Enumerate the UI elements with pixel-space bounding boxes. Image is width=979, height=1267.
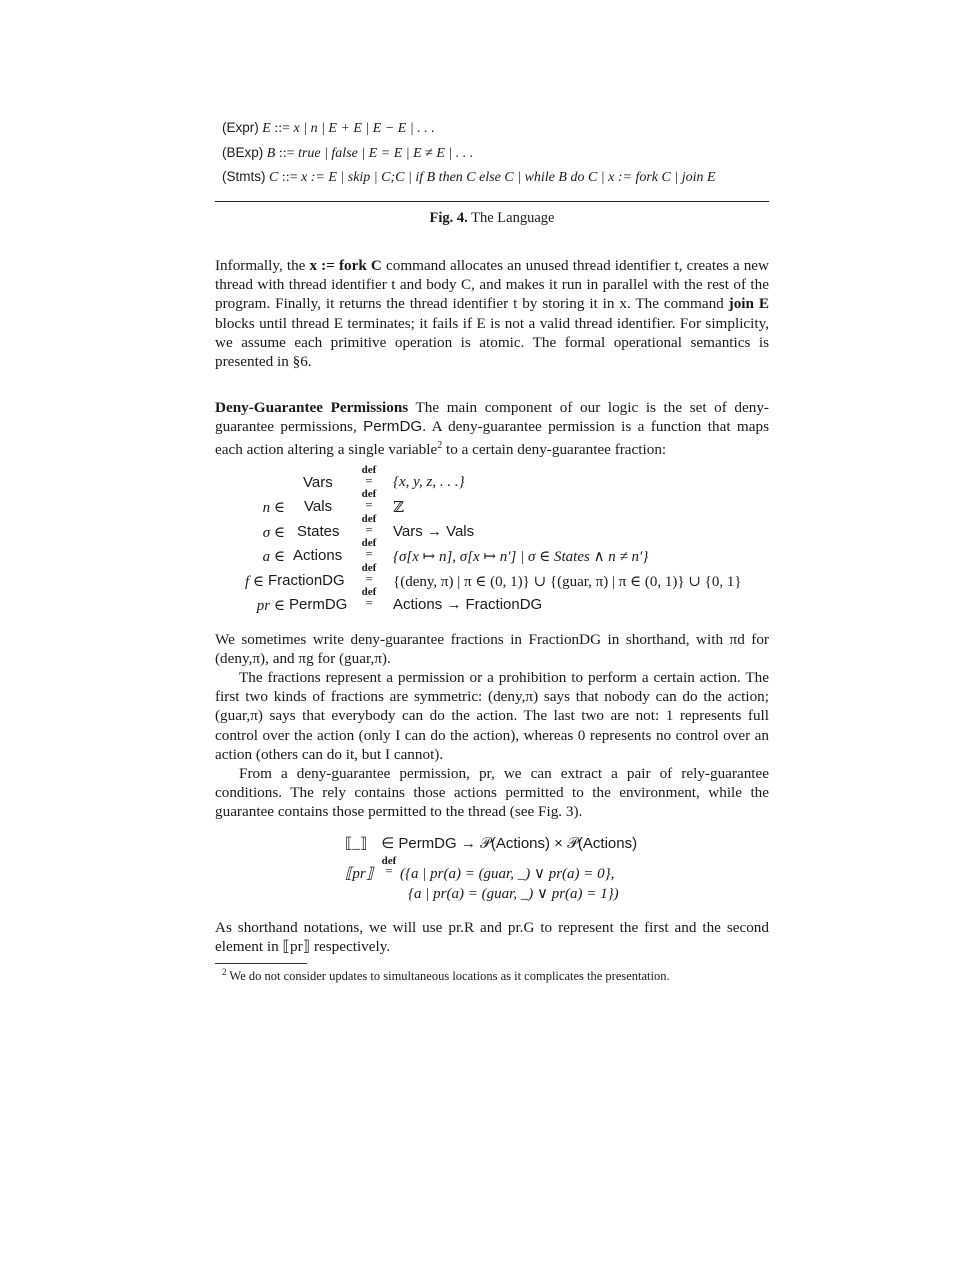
footnote [222,967,670,984]
semantics-line-1: ({a | pr(a) = (guar, _) ∨ pr(a) = 0}, [400,866,615,882]
paragraph-notation: As shorthand notations, we will use pr.R and pr.G to represent the first and the second element in ⟦pr⟧ respectively. [215,919,769,956]
grammar-expr [222,120,435,137]
grammar-op: ::= [278,146,295,161]
figure-caption [215,210,769,227]
def-symbol: def = [361,464,377,488]
footnote-rule [215,963,307,964]
paragraph-deny-guarantee: Deny-Guarantee Permissions The main component of our logic is the set of deny-guarantee permissions, PermDG. A deny-guarantee permission is a function that maps each action altering a single variable$^2$ to a certain deny-guarantee fraction: [215,399,769,459]
code-fork: x := fork C [309,257,382,274]
figure-rule [215,201,769,202]
def-symbol: def = [361,513,377,537]
footnote-ref: 2 [437,440,443,452]
def-symbol: def = [381,855,397,878]
grammar-lhs: B [266,146,276,161]
figure-label: Fig. 4. [429,210,468,226]
grammar-lhs: C [269,170,279,185]
paragraph-rely-guarantee: From a deny-guarantee permission, pr, we can extract a pair of rely-guarantee conditions. The rely contains those actions permitted to the environment, while the guarantee contains those permitted to the thread (see Fig. 3). [215,765,769,821]
grammar-rule: x | n | E + E | E − E | . . . [293,121,435,136]
footnote-text: We do not consider updates to simultaneous locations as it complicates the presentation. [229,969,670,984]
semantics-line-2: {a | pr(a) = (guar, _) ∨ pr(a) = 1}) [408,886,619,902]
code-join: join E [728,295,769,313]
grammar-op: ::= [281,170,298,185]
paragraph-fractions: The fractions represent a permission or a prohibition to perform a certain action. The first two kinds of fractions are symmetric: (deny,π) says that nobody can do the action; (guar,π) says that everybody can do the action. The last two are not: 1 represents full control over the action (only I can do the action), whereas 0 represents no control over an action (others can do it, but I cannot). [215,669,769,763]
grammar-label: (Expr) [222,120,259,135]
semantics-definition: ⟦pr⟧ def = [345,855,397,882]
def-symbol: def = [361,488,377,512]
grammar-rule: true | false | E = E | E ≠ E | . . . [298,146,474,161]
figure-title: The Language [471,210,555,226]
grammar-rule: x := E | skip | C;C | if B then C else C | while B do C | x := fork C | join E [301,170,716,185]
paragraph-shorthand: We sometimes write deny-guarantee fractions in FractionDG in shorthand, with πd for (deny,π), and πg for (guar,π). [215,631,769,668]
grammar-stmts [222,169,716,186]
def-symbol: def = [361,562,377,586]
def-symbol: def = [361,537,377,561]
grammar-label: (BExp) [222,145,264,160]
grammar-op: ::= [274,121,290,136]
grammar-lhs: E [262,121,271,136]
footnote-mark: 2 [222,967,227,977]
grammar-bexp [222,145,473,162]
grammar-label: (Stmts) [222,169,266,184]
section-heading: Deny-Guarantee Permissions [215,399,409,416]
def-symbol: def = [361,586,377,610]
semantics-signature: ⟦_⟧ ∈ PermDG → 𝒫(Actions) × 𝒫(Actions) [345,835,638,852]
paragraph-fork-join: Informally, the x := fork C command allocates an unused thread identifier t, creates a new thread with thread identifier t and body C, and makes it run in parallel with the rest of the program. Finally, it returns the thread identifier t by storing it in x. The command join E blocks until thread E terminates; it fails if E is not a valid thread identifier. For simplicity, we assume each primitive operation is atomic. The formal operational semantics is presented in §6. [215,257,769,371]
